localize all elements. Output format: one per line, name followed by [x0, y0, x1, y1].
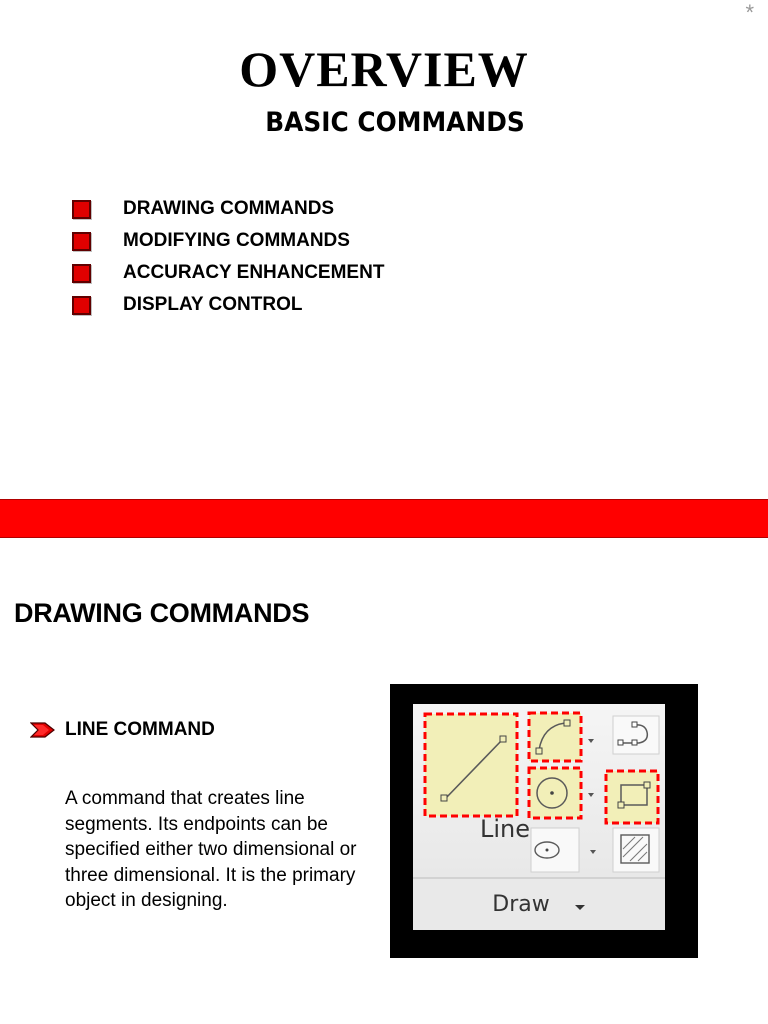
chevron-right-icon — [30, 722, 56, 738]
bullet-text: DRAWING COMMANDS — [123, 198, 335, 219]
line-button-label: Line — [479, 815, 530, 843]
bullet-list — [72, 193, 384, 321]
ellipse-dropdown-icon[interactable] — [590, 850, 596, 854]
polyline-icon[interactable] — [613, 716, 659, 754]
arc-icon[interactable] — [529, 713, 581, 761]
line-command-description: A command that creates line segments. Its endpoints can be specified either two dimensional or three dimensional. It is the primary object in designing. — [65, 788, 357, 911]
red-square-bullet-icon — [72, 296, 91, 315]
slide-title: OVERVIEW — [239, 41, 529, 97]
list-item — [72, 225, 384, 257]
list-item — [72, 289, 384, 321]
section-title: DRAWING COMMANDS — [14, 598, 310, 628]
red-square-bullet-icon — [72, 200, 91, 219]
slide-subtitle: BASIC COMMANDS — [265, 107, 525, 138]
list-item — [72, 193, 384, 225]
line-command-heading: LINE COMMAND — [65, 719, 215, 740]
line-icon[interactable] — [425, 714, 517, 816]
red-square-bullet-icon — [72, 232, 91, 251]
red-square-bullet-icon — [72, 264, 91, 283]
list-item — [72, 257, 384, 289]
circle-dropdown-icon[interactable] — [588, 793, 594, 797]
circle-icon[interactable] — [529, 768, 581, 818]
corner-star-mark: * — [745, 0, 754, 25]
bullet-text: MODIFYING COMMANDS — [123, 230, 350, 251]
bullet-text: DISPLAY CONTROL — [123, 294, 303, 315]
draw-panel-screenshot — [390, 684, 698, 958]
arc-dropdown-icon[interactable] — [588, 739, 594, 743]
slide-divider-band — [0, 499, 768, 538]
draw-panel-label[interactable]: Draw — [492, 892, 550, 917]
bullet-text: ACCURACY ENHANCEMENT — [123, 262, 385, 283]
draw-panel — [413, 704, 665, 930]
